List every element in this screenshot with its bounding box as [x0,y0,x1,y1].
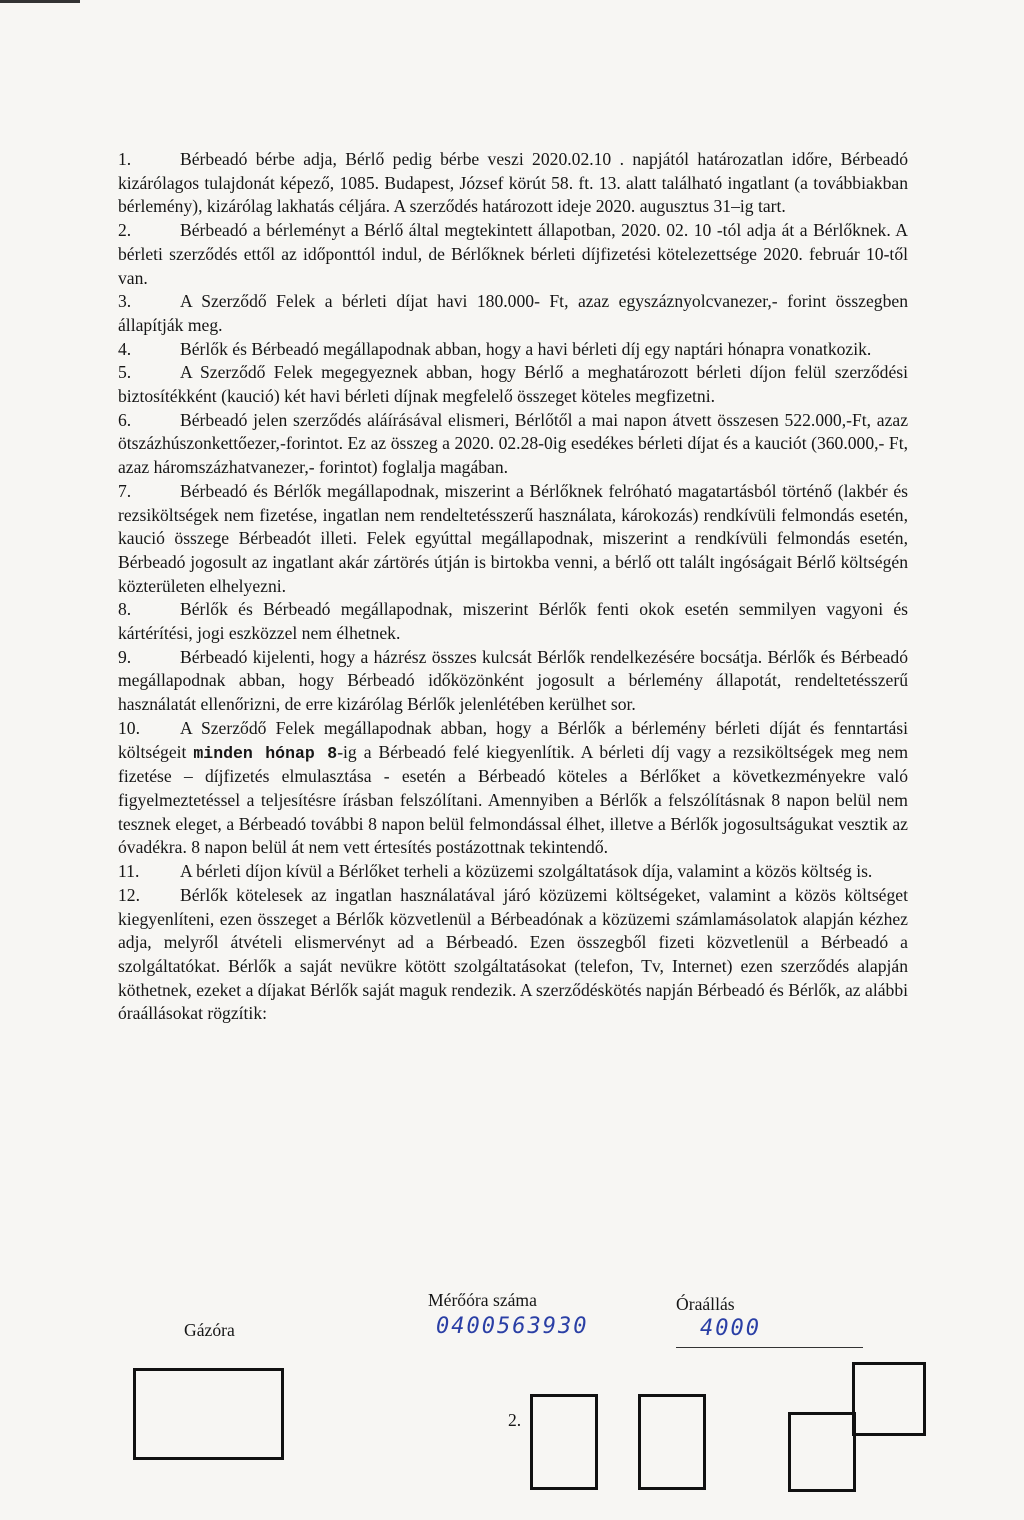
meter-number-value: 0400563930 [436,1314,589,1339]
clause-9 [118,646,908,717]
clause-4 [118,338,908,362]
clause-number: 4. [118,338,132,359]
initial-box-3 [788,1412,856,1492]
clause-number: 2. [118,220,132,241]
initial-box-2 [638,1394,706,1490]
clause-text: Bérbeadó jelen szerződés aláírásával elismeri, Bérlőtől a mai napon átvett összesen 522.000,-Ft, azaz ötszázhúszonkettőezer,-forintot. Ez az összeg a 2020. 02.28-0ig esedékes bérleti díjat és a kauciót (360.000,- Ft, azaz háromszázhatvanezer,- forintot) foglalja magában. [118,409,908,478]
clause-10 [118,717,908,860]
reading-underline [676,1347,863,1348]
clause-text-post: -ig a Bérbeadó felé kiegyenlítik. A bérleti díj vagy a rezsiköltségek meg nem fizetése – díjfizetés elmulasztása - esetén a Bérbeadó köteles a Bérlőket a következményekre való figyelmeztetéssel a teljesítésre írásban felszólítani. Amennyiben a Bérlők a felszólításnak 8 napon belül nem tesznek eleget, a Bérbeadó további 8 napon belül felmondással élhet, illetve a Bérlők jogosultságukat vesztik az óvadékra. 8 napon belül át nem vett értesítés postázottnak tekintendő. [118,741,909,858]
clause-text: Bérbeadó kijelenti, hogy a házrész összes kulcsát Bérlők rendelkezésére bocsátja. Bérlők és Bérbeadó megállapodnak abban, hogy Bérbeadó időközönként jogosult a bérlemény állapotát, rendeltetésszerű használatát ellenőrizni, de erre kizárólag Bérlők jelenlétében kerülhet sor. [118,646,908,715]
clause-text-bold: minden hónap 8 [193,743,338,763]
clause-number: 9. [118,646,132,667]
clause-5 [118,361,908,408]
clause-number: 5. [118,362,132,383]
meter-reading-value: 4000 [700,1316,761,1341]
initial-box-1 [530,1394,598,1490]
clause-12 [118,884,908,1026]
clause-2 [118,219,908,290]
contract-body [118,148,908,1026]
clause-3 [118,290,908,337]
clause-6 [118,409,908,480]
clause-text: A Szerződő Felek megegyeznek abban, hogy Bérlő a meghatározott bérleti díjon felül szerződési biztosítékként (kaució) két havi bérleti díjnak megfelelő összeget köteles megfizetni. [118,362,908,407]
clause-number: 11. [118,861,140,882]
clause-number: 3. [118,291,132,312]
clause-7 [118,480,908,599]
clause-text: A bérleti díjon kívül a Bérlőket terheli a közüzemi szolgáltatások díja, valamint a közös költség is. [180,861,873,882]
clause-number: 10. [118,717,140,738]
gas-meter-label: Gázóra [184,1320,235,1340]
clause-text: A Szerződő Felek a bérleti díjat havi 180.000- Ft, azaz egyszáznyolcvanezer,- forint összegben állapítják meg. [118,291,908,335]
clause-text: Bérbeadó a bérleményt a Bérlő által megtekintett állapotban, 2020. 02. 10 -tól adja át a Bérlőknek. A bérleti szerződés ettől az időponttól indul, de Bérlőknek bérleti díjfizetési kötelezettsége 2020. február 10-től van. [118,220,908,288]
clause-text-pre: A Szerződő Felek megállapodnak abban, hogy a Bérlők a bérlemény bérleti díját és fenntartási költségeit [118,717,908,762]
clause-number: 6. [118,409,132,430]
meter-reading-header: Óraállás [676,1294,735,1314]
initial-box-4 [852,1362,926,1436]
signature-box-landlord [133,1368,284,1460]
clause-number: 12. [118,884,140,905]
clause-11 [118,860,908,884]
clause-number: 1. [118,149,132,169]
clause-text: Bérlők és Bérbeadó megállapodnak, miszerint Bérlők fenti okok esetén semmilyen vagyoni és kártérítési, jogi eszközzel nem élhetnek. [118,599,908,644]
clause-number: 7. [118,480,132,501]
clause-text: Bérlők és Bérbeadó megállapodnak abban, hogy a havi bérleti díj egy naptári hónapra vonatkozik. [180,338,872,359]
meter-number-header: Mérőóra száma [428,1290,537,1310]
clause-text: Bérbeadó és Bérlők megállapodnak, miszerint a Bérlőknek felróható magatartásból történő (lakbér és rezsiköltségek nem fizetése, ingatlan nem rendeltetésszerű használata, károkozás) rendkívüli felmondás esetén, kaució összege Bérbeadót illeti. Felek egyúttal megállapodnak, miszerint a rendkívüli felmondás esetén, Bérbeadó jogosult az ingatlant akár zártörés útján is birtokba venni, a bérlő ott talált ingóságait Bérlő költségén közterületen elhelyezni. [118,480,908,596]
clause-8 [118,598,908,645]
clause-1 [118,148,908,219]
clause-number: 8. [118,599,132,620]
scan-edge-mark [0,0,80,3]
clause-text: Bérbeadó bérbe adja, Bérlő pedig bérbe veszi 2020.02.10 . napjától határozatlan időre, Bérbeadó kizárólagos tulajdonát képező, 1085. Budapest, József körút 58. ft. 13. alatt található ingatlant (a továbbiakban bérlemény), kizárólag lakhatás céljára. A szerződés határozott ideje 2020. augusztus 31–ig tart. [118,149,908,217]
clause-text: Bérlők kötelesek az ingatlan használatával járó közüzemi költségeket, valamint a közös költséget kiegyenlíteni, ezen összeget a Bérlők közvetlenül a Bérbeadónak a közüzemi számlamásolatok alapján kézhez adja, melyről átvételi elismervényt ad a Bérbeadó. Ezen összegből fizeti közvetlenül a Bérbeadó a szolgáltatókat. Bérlők a saját nevükre kötött szolgáltatásokat (telefon, Tv, Internet) ezen szerződés alapján köthetnek, ezeket a díjakat Bérlők saját maguk rendezik. A szerződéskötés napján Bérbeadó és Bérlők, az alábbi óraállásokat rögzítik: [118,884,908,1024]
page-number: 2. [508,1410,522,1430]
